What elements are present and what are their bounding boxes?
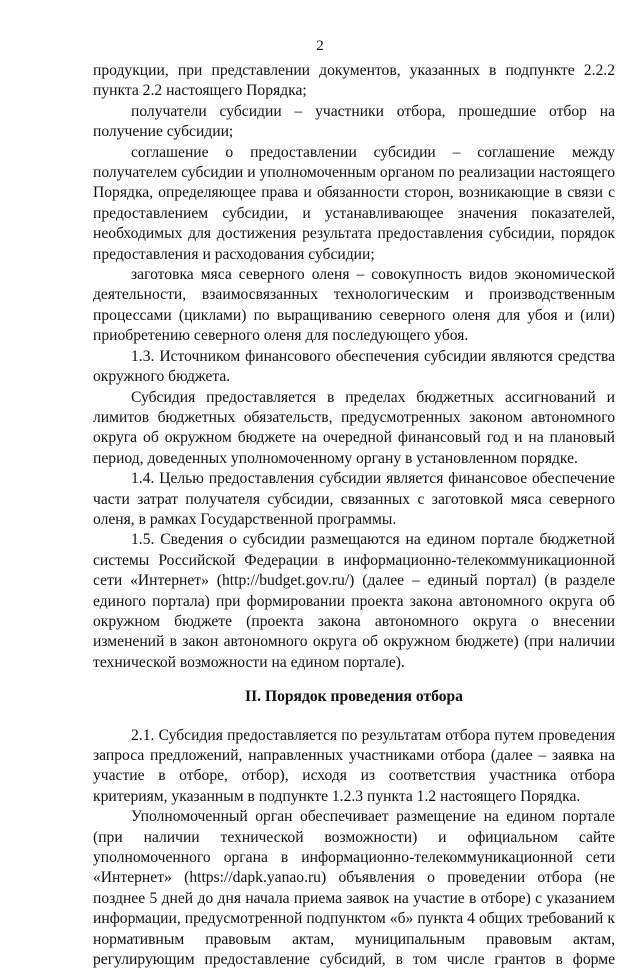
paragraph: 1.5. Сведения о субсидии размещаются на едином портале бюджетной системы Российской Федерации в информационно-телекоммуникационной сети «Интернет» (http://budget.gov.ru/) (далее – единый портал) (в разделе единого портала) при формировании проекта закона автономного округа об окружном бюджете (проекта закона автономного округа о внесении изменений в закон автономного округа об окружном бюджете) (при наличии технической возможности на едином портале).: [93, 531, 615, 671]
page-number: 2: [316, 38, 324, 54]
paragraph: соглашение о предоставлении субсидии – соглашение между получателем субсидии и уполномоченным органом по реализации настоящего Порядка, определяющее права и обязанности сторон, возникающие в связи с предоставлением субсидии, и устанавливающее значения показателей, необходимых для достижения результата предоставления субсидии, порядок предоставления и расходования субсидии;: [93, 143, 615, 263]
document-body: [93, 61, 615, 970]
paragraph: Субсидия предоставляется в пределах бюджетных ассигнований и лимитов бюджетных обязательств, предусмотренных законом автономного округа об окружном бюджете на очередной финансовый год и на плановый период, доведенных уполномоченному органу в установленном порядке.: [93, 388, 615, 467]
paragraph: 2.1. Субсидия предоставляется по результатам отбора путем проведения запроса предложений, направленных участниками отбора (далее – заявка на участие в отборе, отбор), исходя из соответствия участника отбора критериям, указанным в подпункте 1.2.3 пункта 1.2 настоящего Порядка.: [93, 726, 615, 805]
section-1-continuation: [93, 61, 615, 673]
paragraph: Уполномоченный орган обеспечивает размещение на едином портале (при наличии технической возможности) и официальном сайте уполномоченного органа в информационно-телекоммуникационной сети «Интернет» (https://dapk.yanao.ru) объявления о проведении отбора (не позднее 5 дней до дня начала приема заявок на участие в отборе) с указанием информации, предусмотренной подпунктом «б» пункта 4 общих требований к нормативным правовым актам, муниципальным правовым актам, регулирующим предоставление субсидий, в том числе грантов в форме: [93, 808, 615, 969]
paragraph: 1.3. Источником финансового обеспечения субсидии являются средства окружного бюджета.: [93, 347, 615, 386]
paragraph: получатели субсидии – участники отбора, прошедшие отбор на получение субсидии;: [93, 102, 615, 141]
paragraph: заготовка мяса северного оленя – совокупность видов экономической деятельности, взаимосвязанных технологическим и производственным процессами (циклами) по выращиванию северного оленя для убоя и (или) приобретению северного оленя для последующего убоя.: [93, 266, 615, 345]
paragraph: 1.4. Целью предоставления субсидии является финансовое обеспечение части затрат получателя субсидии, связанных с заготовкой мяса северного оленя, в рамках Государственной программы.: [93, 470, 615, 528]
section-heading: II. Порядок проведения отбора: [245, 688, 463, 706]
section-2: [93, 726, 615, 970]
paragraph: продукции, при представлении документов, указанных в подпункте 2.2.2 пункта 2.2 настоящего Порядка;: [93, 62, 615, 100]
